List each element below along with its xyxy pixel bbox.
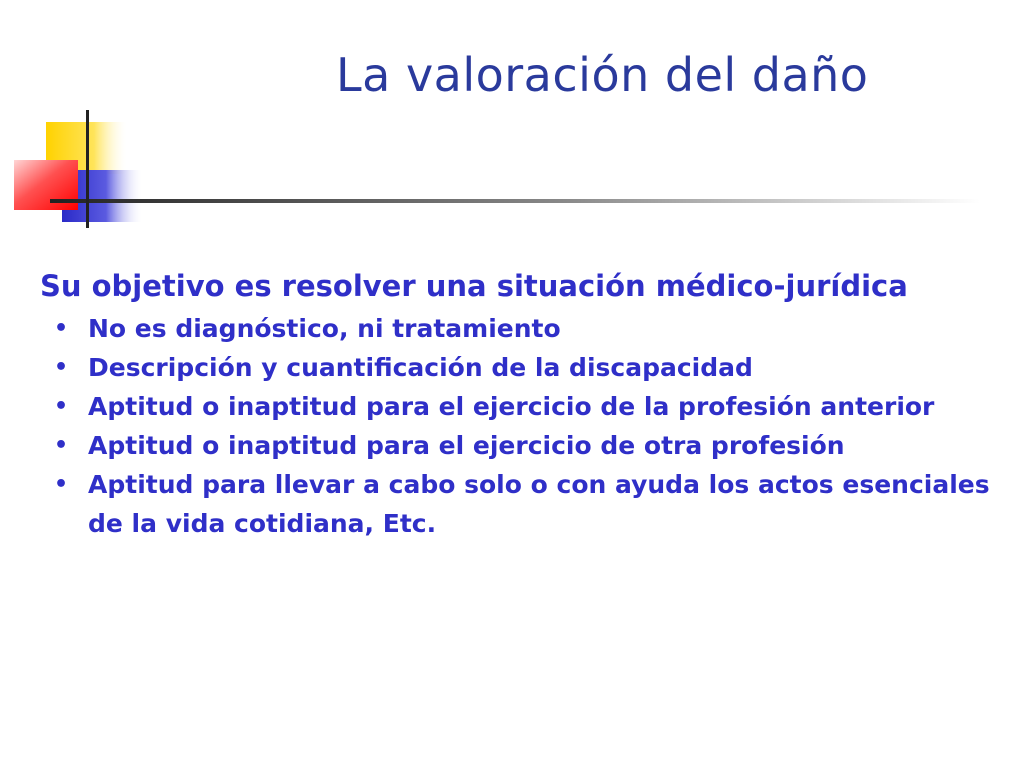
vertical-rule [86,110,89,228]
list-item [40,465,1010,543]
bullet-list [40,309,1010,543]
bullet-text: Aptitud para llevar a cabo solo o con ayuda los actos esenciales de la vida cotidiana, Etc. [88,470,990,538]
intro-text: Su objetivo es resolver una situación médico-jurídica [40,269,908,303]
bullet-icon: • [54,433,69,458]
slide-body [40,266,1010,543]
horizontal-rule [50,199,980,203]
list-item [40,309,1010,348]
bullet-icon: • [54,394,69,419]
bullet-icon: • [54,316,69,341]
list-item [40,426,1010,465]
bullet-text: Descripción y cuantificación de la discapacidad [88,353,753,382]
list-item [40,387,1010,426]
list-item [40,348,1010,387]
bullet-icon: • [54,355,69,380]
bullet-text: Aptitud o inaptitud para el ejercicio de otra profesión [88,431,845,460]
bullet-text: No es diagnóstico, ni tratamiento [88,314,561,343]
slide-title: La valoración del daño [336,48,869,102]
bullet-icon: • [54,472,69,497]
decorative-squares-logo [0,0,1024,240]
bullet-text: Aptitud o inaptitud para el ejercicio de la profesión anterior [88,392,935,421]
